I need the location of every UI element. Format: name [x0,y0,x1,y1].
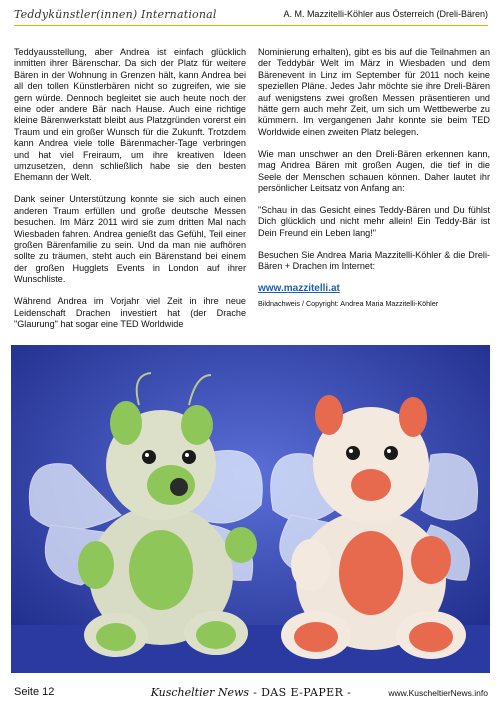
section-title: Teddykünstler(innen) International [14,8,217,21]
paragraph: Teddyausstellung, aber Andrea ist einfach glücklich inmitten ihrer Bärenschar. Da sich der Platz für weitere Bären in der Wohnung in Grenzen hält, kann Andrea bei all den tollen Künstlerbären nicht so zugreifen, wie sie gern würde. Dennoch begleitet sie auch heute noch der eine oder andere Bär nach Hause. Auch eine richtige kleine Bärenwerkstatt bleibt aus Platzgründen vorerst ein Traum und ein großer Wunsch für die Zukunft. Trotzdem kann Andrea viele tolle Bärenmacher-Tage verbringen und hat viel Freiraum, um ihre kreativen Ideen umzusetzen, denn schließlich habe sie den besten Ehemann der Welt. [14,47,246,183]
paragraph: Während Andrea im Vorjahr viel Zeit in ihre neue Leidenschaft Drachen investiert hat (der Drache "Glaurung" hat sogar eine TED Worldwide [14,296,246,329]
quote: "Schau in das Gesicht eines Teddy-Bären und Du fühlst Dich glücklich und nicht mehr allein! Ein Teddy-Bär ist Dein Freund ein Leben lang!" [258,204,490,238]
header-rule [14,25,488,26]
paragraph: Besuchen Sie Andrea Maria Mazzitelli-Köhler & die Dreli-Bären + Drachen im Internet: [258,249,490,271]
brand-name: Kuscheltier News [150,686,250,699]
right-column [258,47,490,310]
left-column [14,47,246,341]
page-footer [14,684,488,702]
website-link[interactable]: www.mazzitelli.at [258,282,340,294]
article-title: A. M. Mazzitelli-Köhler aus Österreich (Dreli-Bären) [283,9,488,19]
paragraph: Wie man unschwer an den Dreli-Bären erkennen kann, mag Andrea Bären mit großen Augen, die tief in die Seele der Menschen schauen können. Daher lautet ihr persönlicher Leitsatz von Anfang an: [258,148,490,193]
paragraph: Dank seiner Unterstützung konnte sie sich auch einen anderen Traum erfüllen und große deutsche Messen besuchen. Im März 2011 wird sie zum dritten Mal nach Wiesbaden fahren. Andrea genießt das Gefühl, Teil einer großen Bärenfamilie zu sein. Und da man nie aufhören sollte zu träumen, steht auch ein Bärenstand bei einem der großen Hugglets Events in London auf ihrer Wunschliste. [14,194,246,285]
edition-label: - DAS E-PAPER - [253,686,352,699]
photo-credit: Bildnachweis / Copyright: Andrea Maria Mazzitelli-Köhler [258,299,439,309]
bears-photo [11,345,490,673]
footer-url: www.KuscheltierNews.info [388,688,488,698]
page-header [14,8,488,26]
page-number: Seite 12 [14,686,55,698]
paragraph: Nominierung erhalten), gibt es bis auf die Teilnahmen an der Teddybär Welt im März in Wiesbaden und dem Bärenevent in Linz im September für 2011 noch keine speziellen Pläne. Jedes Jahr möchte sie ihre Dreli-Bären auf wenigstens zwei großen Messen präsentieren und hätte gern auch mehr Zeit, um sich um Wettbewerbe zu kümmern. Im vergangenen Jahr konnte sie beim TED Worldwide einen zweiten Platz belegen. [258,47,490,137]
bears-photo-illustration [11,345,490,673]
